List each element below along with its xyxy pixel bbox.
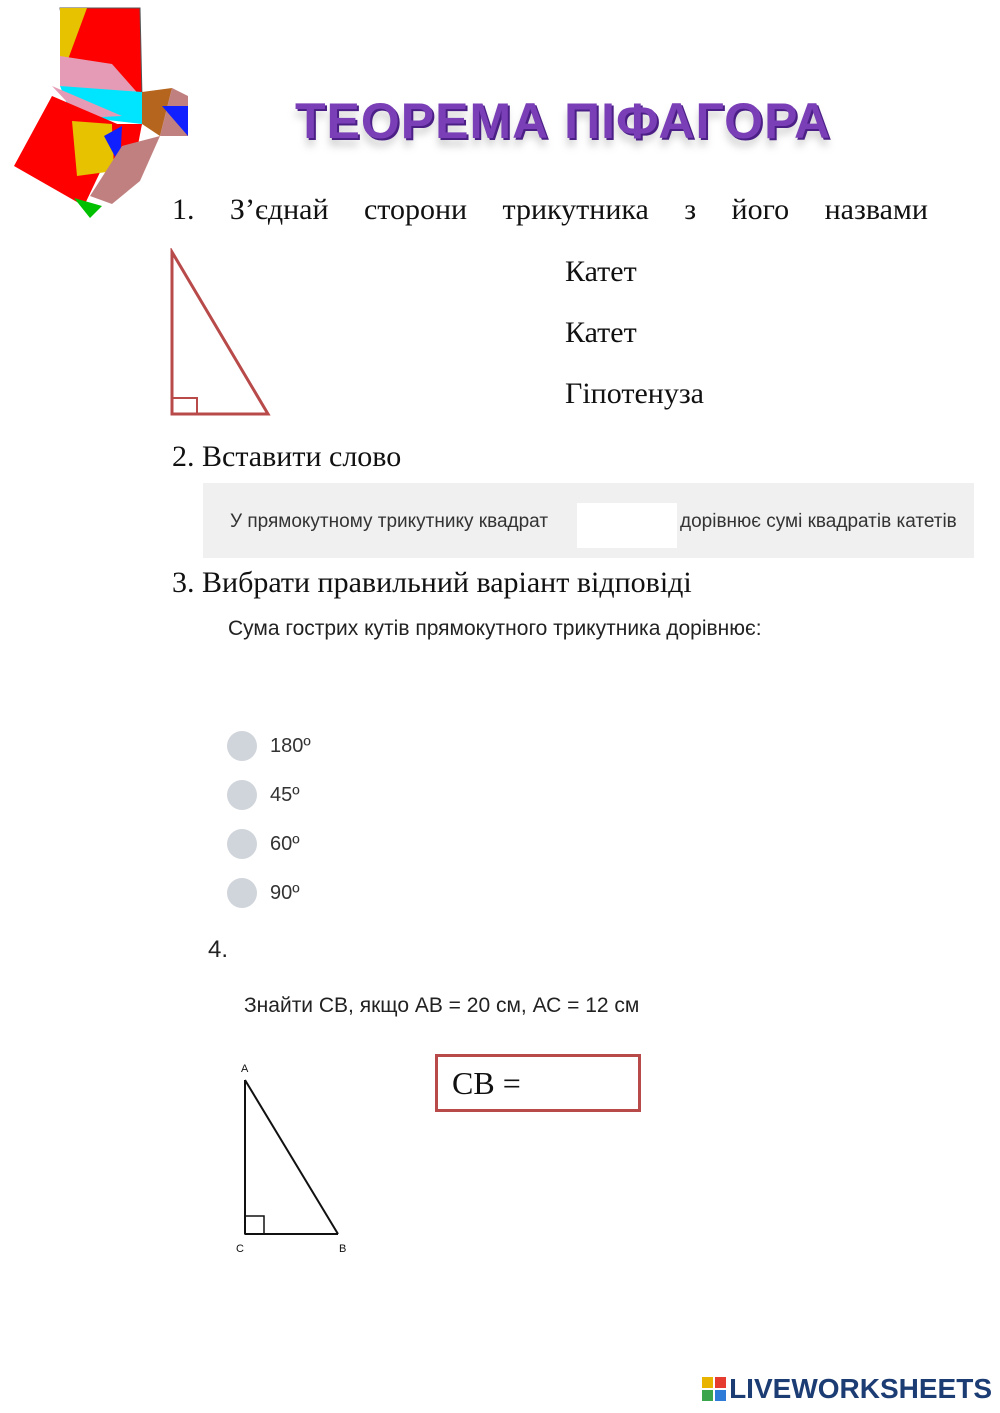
triangle-abc-diagram — [232, 1060, 362, 1260]
page-title: ТЕОРЕМА ПІФАГОРА — [295, 93, 832, 149]
triangle-shape[interactable] — [172, 252, 268, 414]
radio-button[interactable] — [227, 829, 257, 859]
radio-button[interactable] — [227, 878, 257, 908]
question-1-heading — [172, 193, 928, 227]
option-90[interactable] — [227, 878, 300, 908]
right-triangle-diagram[interactable] — [168, 248, 274, 418]
option-label: 45º — [270, 783, 300, 806]
pythagoras-puzzle-icon — [12, 6, 190, 218]
vertex-a-label: A — [241, 1063, 249, 1075]
sentence-after: дорівнює сумі квадратів катетів — [680, 511, 957, 532]
option-180[interactable] — [227, 731, 311, 761]
option-label: 180º — [270, 734, 311, 757]
right-angle-mark — [172, 398, 197, 414]
option-60[interactable] — [227, 829, 300, 859]
brand-name: LIVEWORKSHEETS — [729, 1373, 992, 1404]
radio-button[interactable] — [227, 780, 257, 810]
option-label: 90º — [270, 881, 300, 904]
sentence-before: У прямокутному трикутнику квадрат — [230, 511, 549, 532]
question-1-word: трикутника — [502, 193, 649, 226]
question-4-prompt: Знайти СВ, якщо АВ = 20 см, АС = 12 см — [244, 994, 640, 1017]
question-1-word: назвами — [824, 193, 928, 226]
question-1-word: З’єднай — [229, 193, 329, 226]
vertex-b-label: B — [339, 1243, 347, 1255]
cb-answer-input[interactable] — [527, 1062, 621, 1104]
logo-squares-icon — [702, 1377, 726, 1401]
label-leg-2[interactable]: Катет — [565, 316, 637, 349]
cb-answer-label: СВ = — [452, 1064, 521, 1101]
question-1-word: сторони — [363, 193, 468, 226]
question-1-word: його — [731, 193, 790, 226]
question-2-heading: 2. Вставити слово — [172, 440, 402, 473]
question-1-number: 1. — [172, 193, 195, 226]
fill-in-sentence — [203, 483, 974, 558]
cb-answer-box[interactable] — [435, 1054, 641, 1112]
radio-button[interactable] — [227, 731, 257, 761]
fill-in-answer-input[interactable] — [577, 503, 677, 548]
label-leg-1[interactable]: Катет — [565, 255, 637, 288]
vertex-c-label: C — [236, 1243, 244, 1255]
brand-logo — [702, 1373, 992, 1405]
option-label: 60º — [270, 832, 300, 855]
question-4-number: 4. — [208, 936, 229, 963]
label-hypotenuse[interactable]: Гіпотенуза — [565, 377, 704, 410]
question-3-prompt: Сума гострих кутів прямокутного трикутника дорівнює: — [228, 617, 762, 640]
option-45[interactable] — [227, 780, 300, 810]
question-1-word: з — [684, 193, 697, 226]
question-3-heading: 3. Вибрати правильний варіант відповіді — [172, 566, 692, 599]
